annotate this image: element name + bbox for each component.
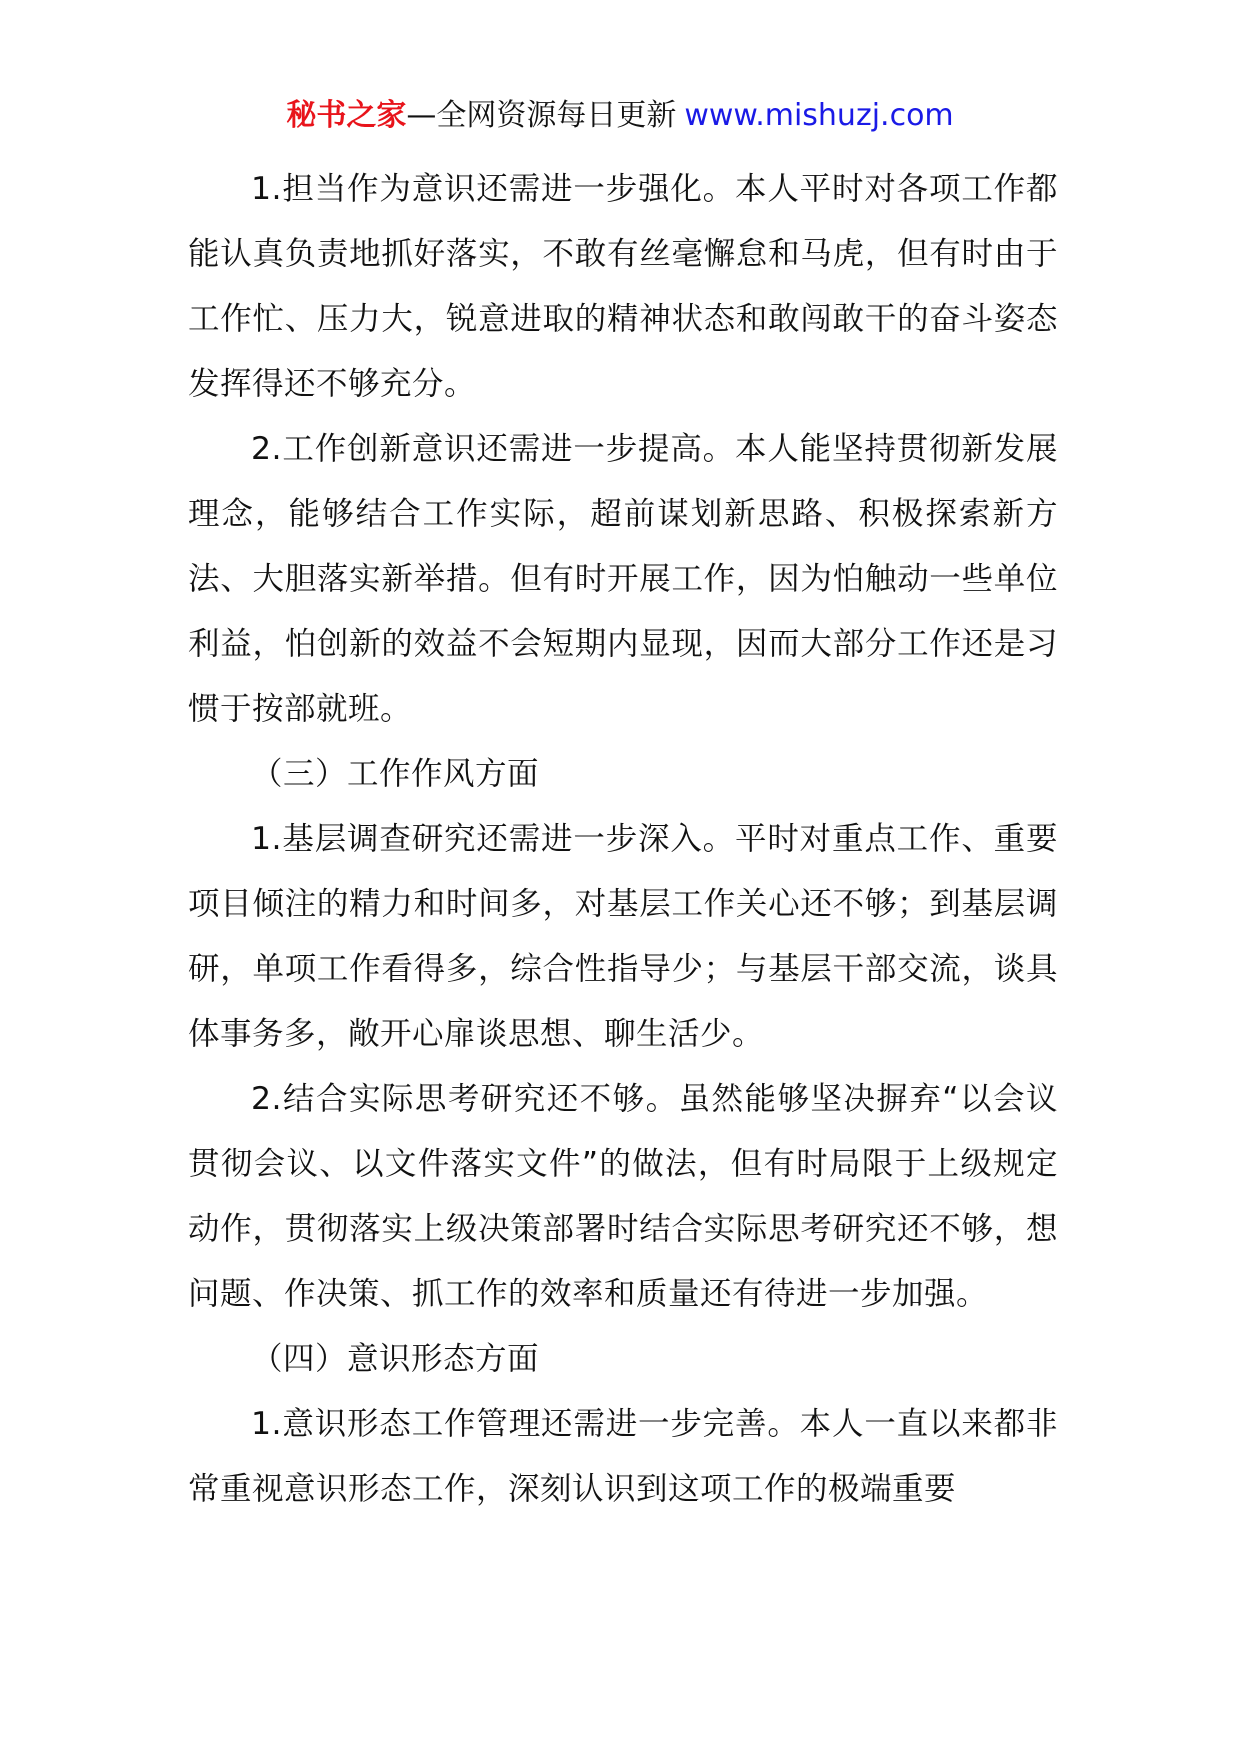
document-body [188, 157, 1058, 1522]
site-brand-name: 秘书之家 [286, 98, 407, 133]
site-slogan: —全网资源每日更新 [406, 98, 677, 133]
site-banner [0, 96, 1240, 136]
paragraph-grassroots-research: 1.基层调查研究还需进一步深入。平时对重点工作、重要项目倾注的精力和时间多，对基层工作关心还不够；到基层调研，单项工作看得多，综合性指导少；与基层干部交流，谈具体事务多，敞开心扉谈思想、聊生活少。 [188, 821, 1058, 1052]
section-heading-ideology: （四）意识形态方面 [251, 1341, 540, 1377]
paragraph-responsibility: 1.担当作为意识还需进一步强化。本人平时对各项工作都能认真负责地抓好落实，不敢有丝毫懈怠和马虎，但有时由于工作忙、压力大，锐意进取的精神状态和敢闯敢干的奋斗姿态发挥得还不够充分。 [188, 171, 1058, 402]
section-heading-work-style: （三）工作作风方面 [251, 756, 540, 792]
paragraph-ideology-management: 1.意识形态工作管理还需进一步完善。本人一直以来都非常重视意识形态工作，深刻认识到这项工作的极端重要 [188, 1406, 1058, 1507]
site-url-link[interactable]: www.mishuzj.com [684, 98, 954, 133]
paragraph-practical-thinking: 2.结合实际思考研究还不够。虽然能够坚决摒弃“以会议贯彻会议、以文件落实文件”的做法，但有时局限于上级规定动作，贯彻落实上级决策部署时结合实际思考研究还不够，想问题、作决策、抓工作的效率和质量还有待进一步加强。 [188, 1081, 1058, 1312]
paragraph-innovation: 2.工作创新意识还需进一步提高。本人能坚持贯彻新发展理念，能够结合工作实际，超前谋划新思路、积极探索新方法、大胆落实新举措。但有时开展工作，因为怕触动一些单位利益，怕创新的效益不会短期内显现，因而大部分工作还是习惯于按部就班。 [188, 431, 1058, 727]
